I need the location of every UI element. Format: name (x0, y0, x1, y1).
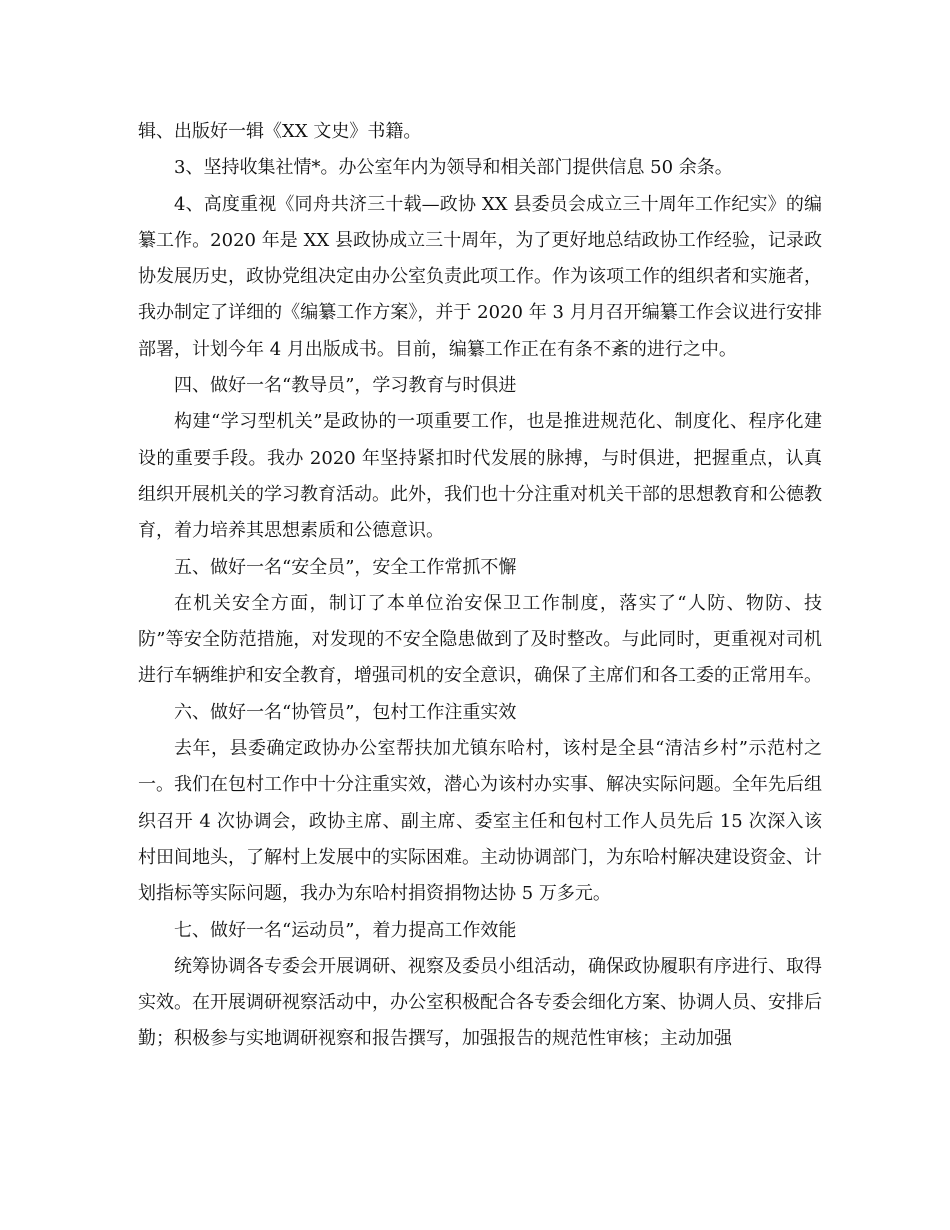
paragraph-continuation: 辑、出版好一辑《XX 文史》书籍。 (138, 121, 422, 142)
paragraph-item-3: 3、坚持收集社情*。办公室年内为领导和相关部门提供信息 50 余条。 (174, 157, 733, 179)
paragraph-section-7: 统筹协调各专委会开展调研、视察及委员小组活动，确保政协履职有序进行、取得实效。在开展调研视察活动中，办公室积极配合各专委会细化方案、协调人员、安排后勤；积极参与实地调研视察和报告撰写，加强报告的规范性审核；主动加强 (138, 955, 822, 1050)
section-heading-7: 七、做好一名“运动员”，着力提高工作效能 (174, 919, 517, 941)
section-heading-5: 五、做好一名“安全员”，安全工作常抓不懈 (174, 556, 517, 578)
paragraph-section-5: 在机关安全方面，制订了本单位治安保卫工作制度，落实了“人防、物防、技防”等安全防范措施，对发现的不安全隐患做到了及时整改。与此同时，更重视对司机进行车辆维护和安全教育，增强司机的安全意识，确保了主席们和各工委的正常用车。 (138, 592, 822, 687)
paragraph-section-6: 去年，县委确定政协办公室帮扶加尤镇东哈村，该村是全县“清洁乡村”示范村之一。我们在包村工作中十分注重实效，潜心为该村办实事、解决实际问题。全年先后组织召开 4 次协调会，政协主席、副主席、委室主任和包村工作人员先后 15 次深入该村田间地头，了解村上发展中的实际困难。主动协调部门，为东哈村解决建设资金、计划指标等实际问题，我办为东哈村捐资捐物达协 5 万多元。 (138, 738, 822, 905)
section-heading-4: 四、做好一名“教导员”，学习教育与时俱进 (174, 375, 517, 397)
document-body (138, 114, 822, 1058)
paragraph-section-4: 构建“学习型机关”是政协的一项重要工作，也是推进规范化、制度化、程序化建设的重要手段。我办 2020 年坚持紧扣时代发展的脉搏，与时俱进，把握重点，认真组织开展机关的学习教育活动。此外，我们也十分注重对机关干部的思想教育和公德教育，着力培养其思想素质和公德意识。 (138, 411, 822, 542)
section-heading-6: 六、做好一名“协管员”，包村工作注重实效 (174, 701, 517, 723)
paragraph-item-4: 4、高度重视《同舟共济三十载—政协 XX 县委员会成立三十周年工作纪实》的编纂工作。2020 年是 XX 县政协成立三十周年，为了更好地总结政协工作经验，记录政协发展历史，政协党组决定由办公室负责此项工作。作为该项工作的组织者和实施者，我办制定了详细的《编纂工作方案》，并于 2020 年 3 月月召开编纂工作会议进行安排部署，计划今年 4 月出版成书。目前，编纂工作正在有条不紊的进行之中。 (138, 193, 822, 360)
